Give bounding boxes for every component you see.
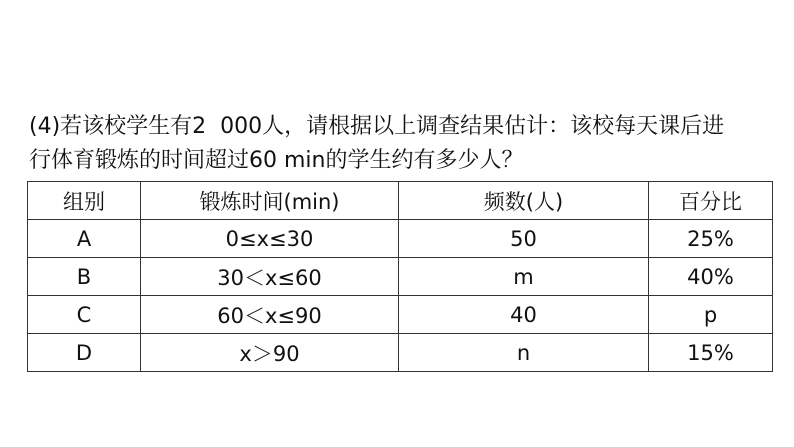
question-line-2: 行体育锻炼的时间超过60 min的学生约有多少人？ [29, 148, 524, 173]
question-text [29, 110, 779, 178]
table-row [28, 334, 773, 372]
header-exercise-time: 锻炼时间(min) [141, 182, 399, 220]
cell-time-range: 0≤x≤30 [141, 220, 399, 258]
cell-group: D [28, 334, 141, 372]
question-line-1: (4)若该校学生有2 000人，请根据以上调查结果估计：该校每天课后进 [29, 114, 725, 139]
cell-time-range: x＞90 [141, 334, 399, 372]
table-header-row [28, 182, 773, 220]
cell-time-range: 60＜x≤90 [141, 296, 399, 334]
cell-frequency: 50 [399, 220, 649, 258]
header-group: 组别 [28, 182, 141, 220]
cell-percentage: p [649, 296, 773, 334]
table-row [28, 296, 773, 334]
cell-group: A [28, 220, 141, 258]
cell-frequency: n [399, 334, 649, 372]
cell-group: B [28, 258, 141, 296]
cell-frequency: m [399, 258, 649, 296]
cell-percentage: 40% [649, 258, 773, 296]
exercise-time-table [27, 181, 773, 372]
cell-percentage: 25% [649, 220, 773, 258]
header-frequency: 频数(人) [399, 182, 649, 220]
table-row [28, 220, 773, 258]
cell-percentage: 15% [649, 334, 773, 372]
cell-frequency: 40 [399, 296, 649, 334]
header-percentage: 百分比 [649, 182, 773, 220]
cell-group: C [28, 296, 141, 334]
cell-time-range: 30＜x≤60 [141, 258, 399, 296]
table-row [28, 258, 773, 296]
